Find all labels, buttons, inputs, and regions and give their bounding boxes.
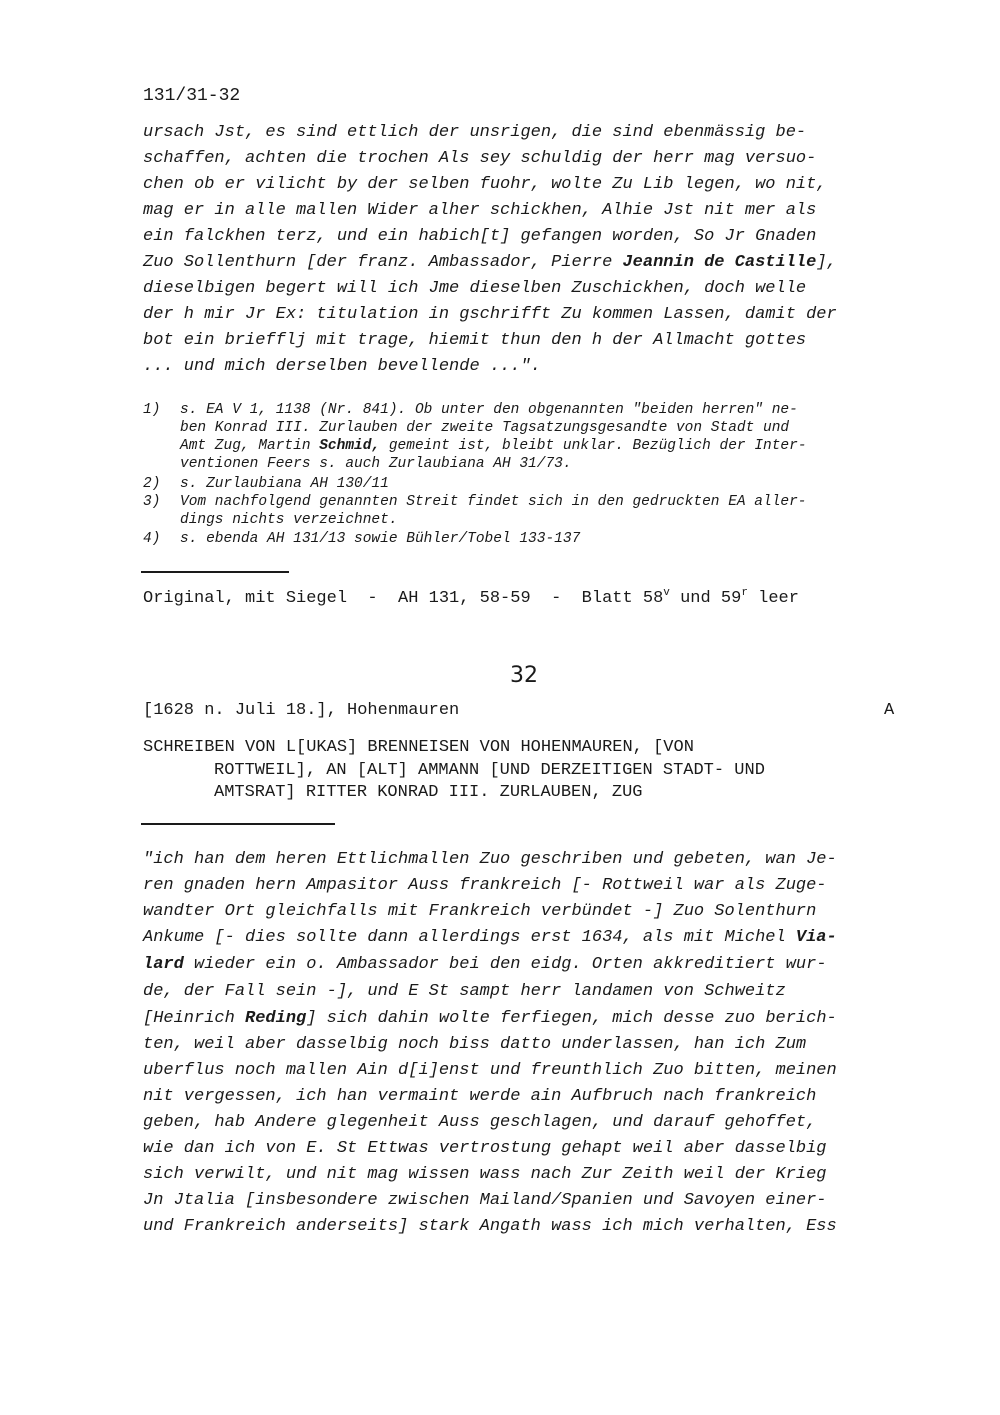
text-line: schaffen, achten die trochen Als sey schuldig der herr mag versuo- xyxy=(143,149,817,168)
text-line xyxy=(143,1009,837,1028)
footnote-line: ventionen Feers s. auch Zurlaubiana AH 31/73. xyxy=(180,456,572,472)
footnote-number: 3) xyxy=(143,494,161,510)
text-segment: Amt Zug, Martin xyxy=(180,438,320,454)
heading-line: ROTTWEIL], AN [ALT] AMMANN [UND DERZEITIGEN STADT- UND xyxy=(214,761,765,780)
text-segment: Zuo Sollenthurn [der franz. Ambassador, Pierre xyxy=(143,253,623,272)
superscript: v xyxy=(663,587,670,599)
text-line: ren gnaden hern Ampasitor Auss frankreich [- Rottweil war als Zuge- xyxy=(143,876,827,895)
text-line: und Frankreich anderseits] stark Angath wass ich mich verhalten, Ess xyxy=(143,1217,837,1236)
text-line: wandter Ort gleichfalls mit Frankreich verbündet -] Zuo Solenthurn xyxy=(143,902,817,921)
date-place: [1628 n. Juli 18.], Hohenmauren xyxy=(143,701,460,720)
text-line: uberflus noch mallen Ain d[i]enst und freunthlich Zuo bitten, meinen xyxy=(143,1061,837,1080)
footnote-line xyxy=(180,438,807,454)
footnote-line: s. Zurlaubiana AH 130/11 xyxy=(180,476,389,492)
text-line: Jn Jtalia [insbesondere zwischen Mailand/Spanien und Savoyen einer- xyxy=(143,1191,827,1210)
person-name-bold: Via- xyxy=(795,928,837,947)
text-line xyxy=(143,928,837,947)
person-name-bold: Schmid, xyxy=(319,438,381,454)
type-marker: A xyxy=(884,701,895,720)
person-name-bold: lard xyxy=(143,955,184,974)
text-line: wie dan ich von E. St Ettwas vertrostung gehapt weil aber dasselbig xyxy=(143,1139,827,1158)
text-line: mag er in alle mallen Wider alher schickhen, Alhie Jst nit mer als xyxy=(143,201,817,220)
footnote-line: s. EA V 1, 1138 (Nr. 841). Ob unter den obgenannten "beiden herren" ne- xyxy=(180,402,798,418)
divider xyxy=(141,571,289,573)
text-line: nit vergessen, ich han vermaint werde ain Aufbruch nach frankreich xyxy=(143,1087,817,1106)
heading-line: SCHREIBEN VON L[UKAS] BRENNEISEN VON HOHENMAUREN, [VON xyxy=(143,738,694,757)
page-reference: 131/31-32 xyxy=(143,86,241,106)
text-segment: Ankume [- dies sollte dann allerdings erst 1634, als mit Michel xyxy=(143,928,796,947)
text-line xyxy=(143,253,837,272)
person-name-bold: Reding xyxy=(245,1009,307,1028)
text-segment: gemeint ist, bleibt unklar. Bezüglich der Inter- xyxy=(380,438,807,454)
text-segment: [Heinrich xyxy=(143,1009,246,1028)
footnote-line: dings nichts verzeichnet. xyxy=(180,512,398,528)
footnote-number: 1) xyxy=(143,402,161,418)
footnote-line: Vom nachfolgend genannten Streit findet sich in den gedruckten EA aller- xyxy=(180,494,807,510)
superscript: r xyxy=(741,587,748,599)
text-line: ... und mich derselben bevellende ...". xyxy=(143,357,541,376)
text-line: ursach Jst, es sind ettlich der unsrigen, die sind ebenmässig be- xyxy=(143,123,807,142)
document-number: 32 xyxy=(510,663,538,688)
footnote-number: 2) xyxy=(143,476,161,492)
text-segment: leer xyxy=(747,589,799,608)
footnote-number: 4) xyxy=(143,531,161,547)
source-note xyxy=(143,587,799,608)
text-segment: ] sich dahin wolte ferfiegen, mich desse zuo berich- xyxy=(306,1009,837,1028)
text-line: dieselbigen begert will ich Jme dieselben Zuschickhen, doch welle xyxy=(143,279,807,298)
heading-line: AMTSRAT] RITTER KONRAD III. ZURLAUBEN, ZUG xyxy=(214,783,643,802)
text-segment: und 59 xyxy=(669,589,742,608)
text-segment: wieder ein o. Ambassador bei den eidg. Orten akkreditiert wur- xyxy=(183,955,827,974)
divider xyxy=(141,823,335,825)
text-line: sich verwilt, und nit mag wissen wass nach Zur Zeith weil der Krieg xyxy=(143,1165,827,1184)
footnote-line: ben Konrad III. Zurlauben der zweite Tagsatzungsgesandte von Stadt und xyxy=(180,420,790,436)
text-line: ten, weil aber dasselbig noch biss datto underlassen, han ich Zum xyxy=(143,1035,807,1054)
text-line: ein falckhen terz, und ein habich[t] gefangen worden, So Jr Gnaden xyxy=(143,227,817,246)
text-segment: Original, mit Siegel - AH 131, 58-59 - Blatt 58 xyxy=(143,589,664,608)
text-line: der h mir Jr Ex: titulation in gschrifft Zu kommen Lassen, damit der xyxy=(143,305,837,324)
text-line: de, der Fall sein -], und E St sampt herr landamen von Schweitz xyxy=(143,982,786,1001)
text-line: chen ob er vilicht by der selben fuohr, wolte Zu Lib legen, wo nit, xyxy=(143,175,827,194)
footnote-line: s. ebenda AH 131/13 sowie Bühler/Tobel 133-137 xyxy=(180,531,581,547)
text-line: geben, hab Andere glegenheit Auss geschlagen, und darauf gehoffet, xyxy=(143,1113,817,1132)
person-name-bold: Jeannin de Castille xyxy=(622,253,817,272)
text-segment: ], xyxy=(816,253,837,272)
text-line: "ich han dem heren Ettlichmallen Zuo geschriben und gebeten, wan Je- xyxy=(143,850,837,869)
text-line xyxy=(143,955,827,974)
text-line: bot ein briefflj mit trage, hiemit thun den h der Allmacht gottes xyxy=(143,331,807,350)
